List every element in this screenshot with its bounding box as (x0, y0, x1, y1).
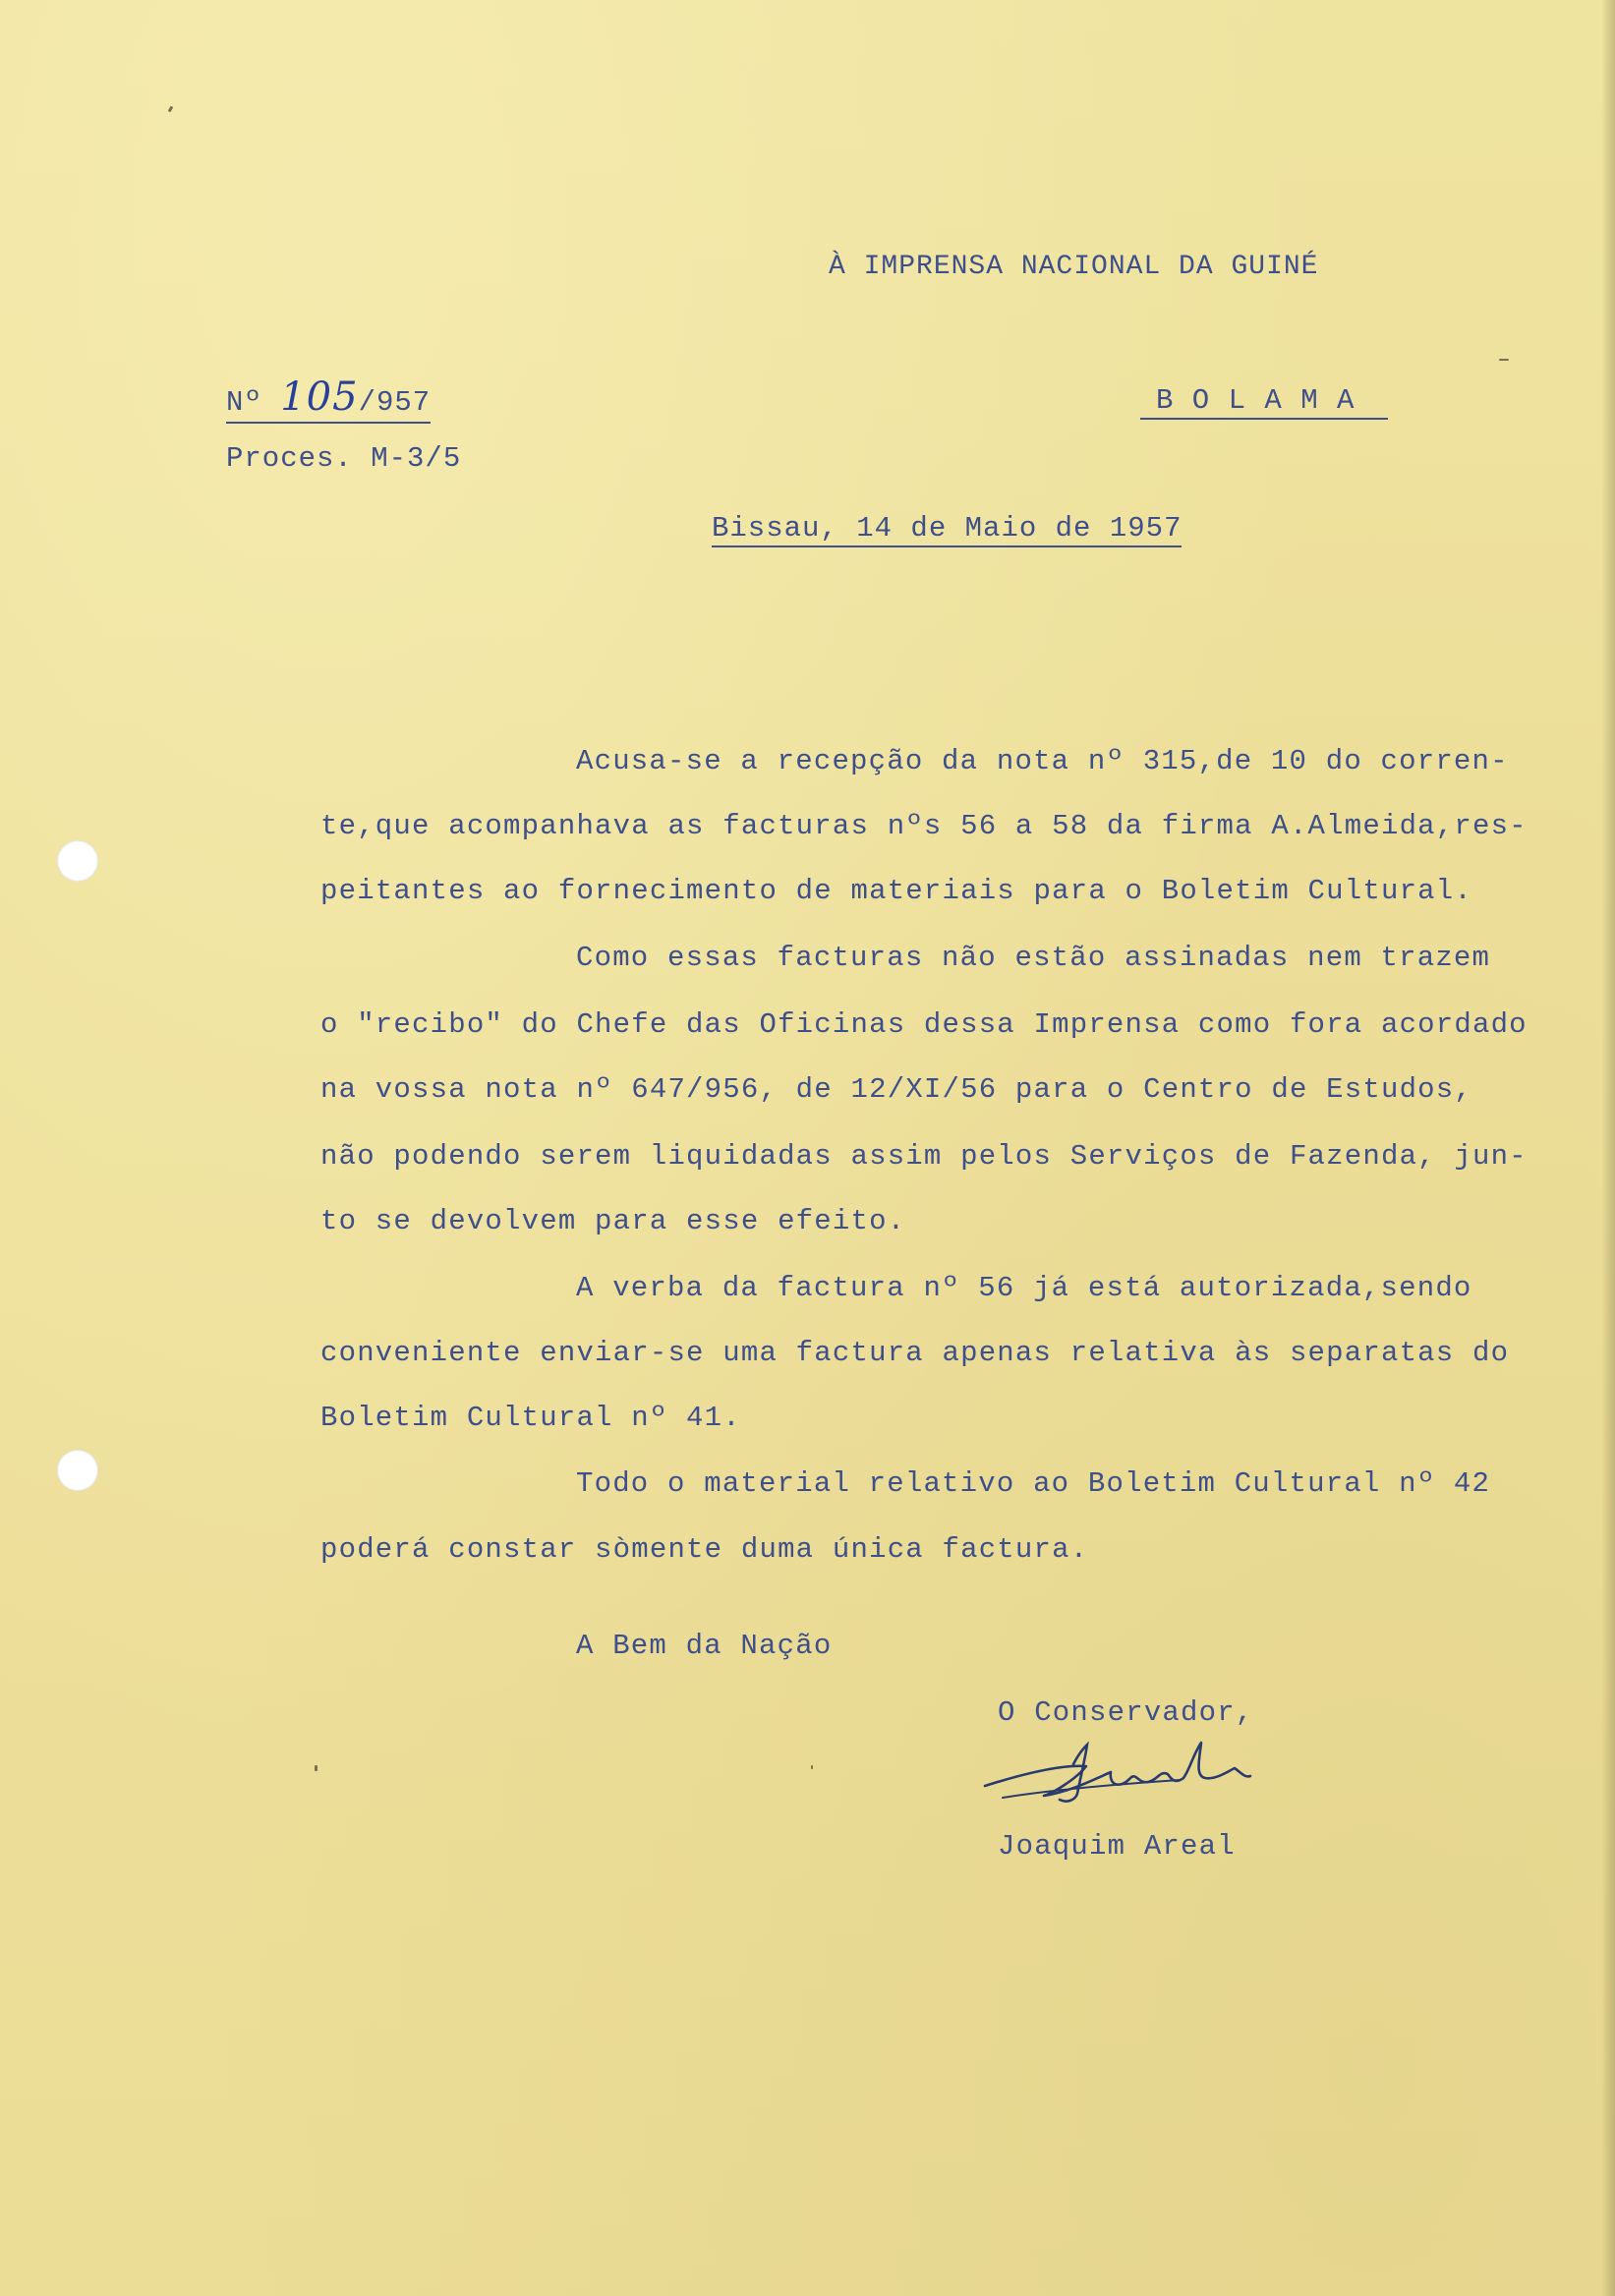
punch-hole-top (57, 840, 98, 882)
salutation: A Bem da Nação (576, 1630, 833, 1662)
body-line: peitantes ao fornecimento de materiais para o Boletim Cultural. (320, 875, 1472, 907)
body-line: na vossa nota nº 647/956, de 12/XI/56 para o Centro de Estudos, (320, 1073, 1472, 1106)
place-date: Bissau, 14 de Maio de 1957 (712, 514, 1182, 547)
signature-stroke (1060, 1745, 1087, 1802)
paper-speck (315, 1765, 317, 1771)
signatory-title: O Conservador, (998, 1696, 1254, 1729)
body-line: Boletim Cultural nº 41. (320, 1402, 741, 1434)
punch-hole-bottom (57, 1450, 98, 1491)
process-reference: Proces. M-3/5 (226, 442, 462, 475)
body-line: o "recibo" do Chefe das Oficinas dessa Imprensa como fora acordado (320, 1008, 1528, 1041)
handwritten-signature (983, 1735, 1278, 1833)
letter-number-underline (226, 374, 432, 424)
signatory-name: Joaquim Areal (998, 1830, 1236, 1863)
body-line: poderá constar sòmente duma única factura. (320, 1533, 1089, 1566)
body-line: to se devolvem para esse efeito. (320, 1205, 906, 1237)
signature-stroke (1003, 1780, 1180, 1798)
paper-speck (811, 1765, 813, 1769)
number-handwritten: 105 (280, 374, 359, 420)
body-line: Todo o material relativo ao Boletim Cultural nº 42 (576, 1467, 1491, 1500)
signature-stroke (985, 1743, 1250, 1796)
number-year: /957 (358, 386, 432, 419)
body-line: te,que acompanhava as facturas nºs 56 a 58 da firma A.Almeida,res- (320, 810, 1528, 842)
body-line: A verba da factura nº 56 já está autorizada,sendo (576, 1272, 1472, 1304)
body-line: Acusa-se a recepção da nota nº 315,de 10 do corren- (576, 745, 1509, 777)
body-line: não podendo serem liquidadas assim pelos Serviços de Fazenda, jun- (320, 1140, 1528, 1173)
paper-edge-shadow (1601, 0, 1615, 2296)
letter-number (226, 374, 432, 420)
paper-speck (168, 106, 174, 113)
body-line: conveniente enviar-se uma factura apenas relativa às separatas do (320, 1337, 1510, 1369)
paper-speck (1499, 359, 1509, 361)
number-prefix: Nº (226, 386, 262, 419)
location-heading: B O L A M A (1140, 386, 1388, 420)
body-line: Como essas facturas não estão assinadas nem trazem (576, 942, 1491, 974)
addressee: À IMPRENSA NACIONAL DA GUINÉ (829, 252, 1319, 282)
